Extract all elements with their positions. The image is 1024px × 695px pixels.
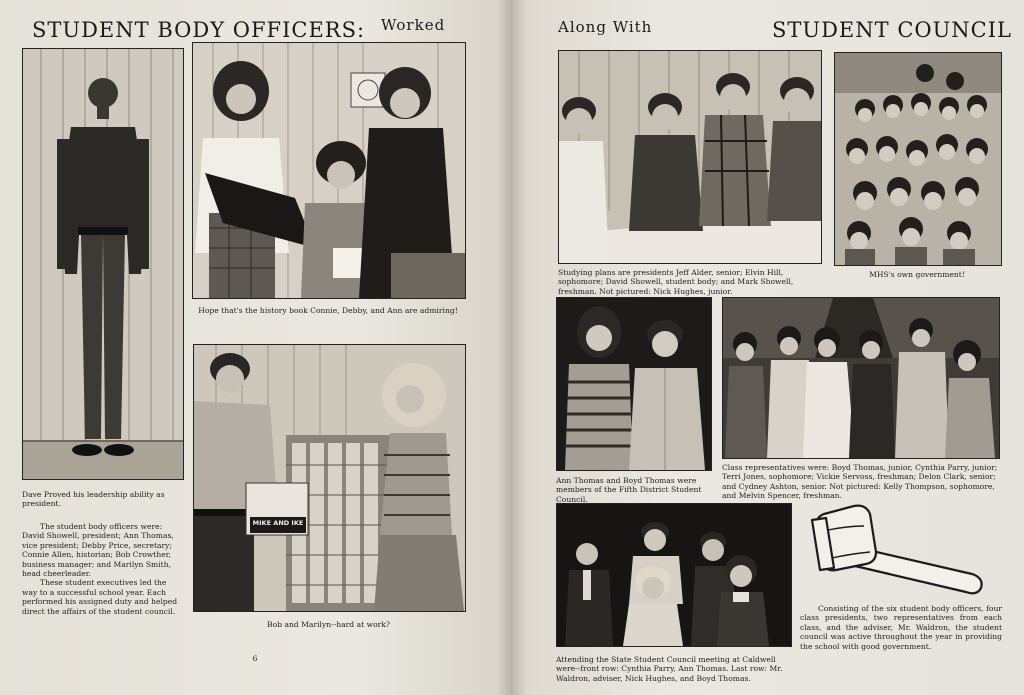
body-student-officers xyxy=(22,522,184,616)
photo-ann-boyd-thomas xyxy=(556,297,712,471)
body-paragraph-council: Consisting of the six student body officers, four class presidents, two representatives from each class, and the adviser, Mr. Waldron, the student council was active throughout the year in providing the school with good government. xyxy=(800,604,1002,651)
caption-bob-marilyn: Bob and Marilyn--hard at work? xyxy=(267,620,390,629)
heading-along-with: Along With xyxy=(558,18,653,36)
body-student-council xyxy=(800,604,1002,651)
caption-fifth-district: Ann Thomas and Boyd Thomas were members of the Fifth District Student Council. xyxy=(556,476,702,504)
caption-girls-admiring: Hope that's the history book Connie, Debby, and Ann are admiring! xyxy=(198,306,458,315)
caption-dave-leadership: Dave Proved his leadership ability as president. xyxy=(22,490,165,509)
photo-bob-marilyn xyxy=(193,344,466,612)
photo-class-representatives xyxy=(722,297,1000,459)
body-paragraph-officers: The student body officers were: David Showell, president; Ann Thomas, vice president; Debby Price, secretary; Connie Allen, historian; Bob Crowther, business manager; and Marilyn Smith, head cheerleader. xyxy=(22,522,174,579)
heading-student-council: STUDENT COUNCIL xyxy=(772,18,1012,42)
photo-officers-girls xyxy=(192,42,466,299)
photo-council-group xyxy=(834,52,1002,266)
heading-student-body-officers: STUDENT BODY OFFICERS: xyxy=(32,18,366,42)
page-number: 6 xyxy=(252,654,258,663)
heading-worked: Worked xyxy=(381,16,446,34)
gavel-illustration xyxy=(804,500,994,600)
caption-class-representatives: Class representatives were: Boyd Thomas, junior, Cynthia Parry, junior; Terri Jones, sophomore; Vickie Servoss, freshman; Delon Clark, senior; and Cydney Ashton, senior. Not pictured: Kelly Thompson, sophomore, and Melvin Spencer, freshman. xyxy=(722,463,998,501)
caption-studying-plans: Studying plans are presidents Jeff Alder, senior; Elvin Hill, sophomore; David Showell, student body; and Mark Showell, freshman. Not pictured: Nick Hughes, junior. xyxy=(558,268,794,296)
body-paragraph-executives: These student executives led the way to a successful school year. Each performed his assigned duty and helped direct the affairs of the student council. xyxy=(22,578,178,616)
photo-state-council xyxy=(556,503,792,647)
caption-own-government: MHS's own government! xyxy=(869,270,965,279)
caption-state-council: Attending the State Student Council meeting at Caldwell were--front row: Cynthia Parry, Ann Thomas. Last row: Mr. Waldron, adviser, Nick Hughes, and Boyd Thomas. xyxy=(556,655,783,683)
box-label-mike-and-ike: MIKE AND IKE xyxy=(252,519,304,527)
photo-dave-standing xyxy=(22,48,184,480)
photo-studying-plans xyxy=(558,50,822,264)
right-page xyxy=(512,0,1024,695)
